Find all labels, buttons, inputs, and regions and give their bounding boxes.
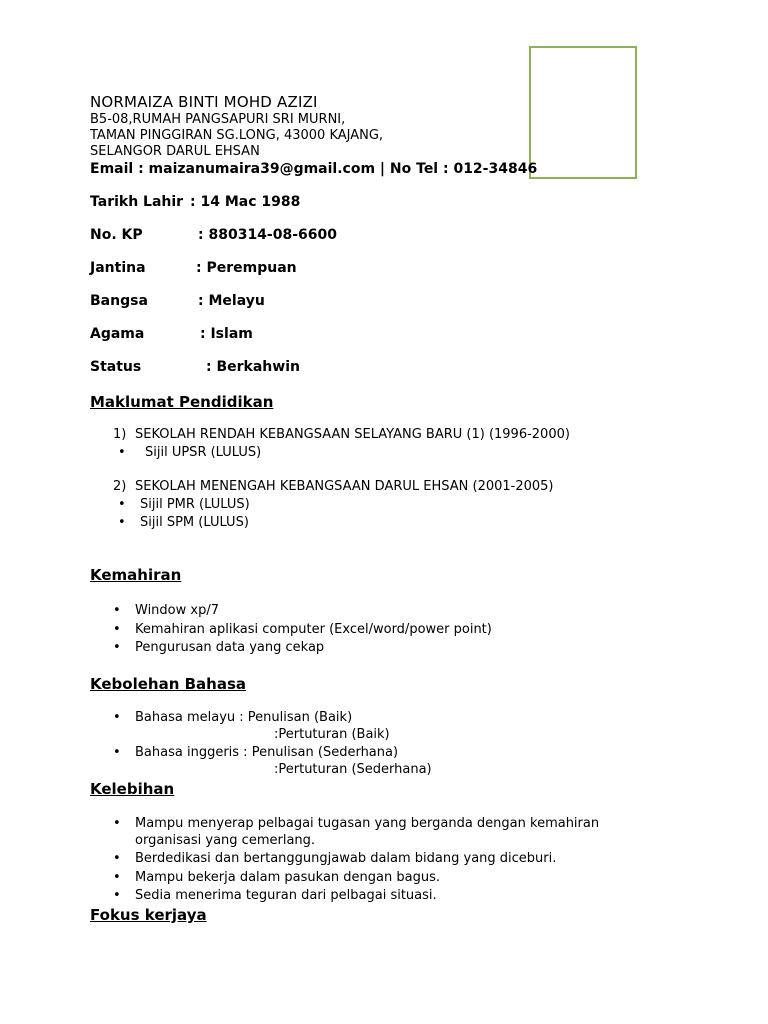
bullet-dot: • (113, 870, 121, 885)
religion-label: Agama (90, 326, 145, 342)
language-item-1: Bahasa melayu : Penulisan (Baik) (135, 710, 353, 725)
photo-placeholder (529, 46, 637, 179)
marital-status-label: Status (90, 359, 142, 375)
strength-item-2: Berdedikasi dan bertanggungjawab dalam bidang yang diceburi. (135, 851, 557, 866)
bullet-dot: • (118, 497, 126, 512)
education-result-2-1: Sijil PMR (LULUS) (140, 497, 250, 512)
skill-item-1: Window xp/7 (135, 603, 219, 618)
bullet-dot: • (113, 851, 121, 866)
contact-line: Email : maizanumaira39@gmail.com | No Tel : 012-34846 (90, 161, 538, 177)
education-result-1-1: Sijil UPSR (LULUS) (145, 445, 262, 460)
race-label: Bangsa (90, 293, 148, 309)
race-value: : Melayu (198, 293, 265, 309)
address-line-1: B5-08,RUMAH PANGSAPURI SRI MURNI, (90, 112, 346, 127)
address-line-3: SELANGOR DARUL EHSAN (90, 144, 260, 159)
education-school-1: SEKOLAH RENDAH KEBANGSAAN SELAYANG BARU (1) (1996-2000) (135, 427, 570, 442)
bullet-dot: • (118, 515, 126, 530)
languages-heading: Kebolehan Bahasa (90, 675, 246, 693)
address-line-2: TAMAN PINGGIRAN SG.LONG, 43000 KAJANG, (90, 128, 384, 143)
skill-item-2: Kemahiran aplikasi computer (Excel/word/power point) (135, 622, 492, 637)
bullet-dot: • (113, 710, 121, 725)
gender-label: Jantina (90, 260, 146, 276)
marital-status-value: : Berkahwin (206, 359, 300, 375)
strengths-heading: Kelebihan (90, 780, 175, 798)
education-number-1: 1) (113, 427, 127, 442)
education-school-2: SEKOLAH MENENGAH KEBANGSAAN DARUL EHSAN (2001-2005) (135, 479, 554, 494)
strength-item-1-cont: organisasi yang cemerlang. (135, 833, 316, 848)
bullet-dot: • (113, 888, 121, 903)
applicant-name: NORMAIZA BINTI MOHD AZIZI (90, 93, 318, 111)
career-focus-heading: Fokus kerjaya (90, 906, 207, 924)
birthdate-label: Tarikh Lahir (90, 194, 184, 210)
strength-item-1: Mampu menyerap pelbagai tugasan yang berganda dengan kemahiran (135, 816, 600, 831)
ic-label: No. KP (90, 227, 143, 243)
strength-item-4: Sedia menerima teguran dari pelbagai situasi. (135, 888, 437, 903)
bullet-dot: • (118, 445, 126, 460)
language-item-2: Bahasa inggeris : Penulisan (Sederhana) (135, 745, 399, 760)
education-number-2: 2) (113, 479, 127, 494)
bullet-dot: • (113, 816, 121, 831)
birthdate-value: : 14 Mac 1988 (190, 194, 301, 210)
education-heading: Maklumat Pendidikan (90, 393, 274, 411)
bullet-dot: • (113, 745, 121, 760)
religion-value: : Islam (200, 326, 253, 342)
bullet-dot: • (113, 640, 121, 655)
education-result-2-2: Sijil SPM (LULUS) (140, 515, 249, 530)
skill-item-3: Pengurusan data yang cekap (135, 640, 325, 655)
bullet-dot: • (113, 603, 121, 618)
strength-item-3: Mampu bekerja dalam pasukan dengan bagus. (135, 870, 440, 885)
skills-heading: Kemahiran (90, 566, 182, 584)
bullet-dot: • (113, 622, 121, 637)
language-item-1-sub: :Pertuturan (Baik) (274, 727, 390, 742)
gender-value: : Perempuan (196, 260, 297, 276)
language-item-2-sub: :Pertuturan (Sederhana) (274, 762, 432, 777)
ic-value: : 880314-08-6600 (198, 227, 337, 243)
